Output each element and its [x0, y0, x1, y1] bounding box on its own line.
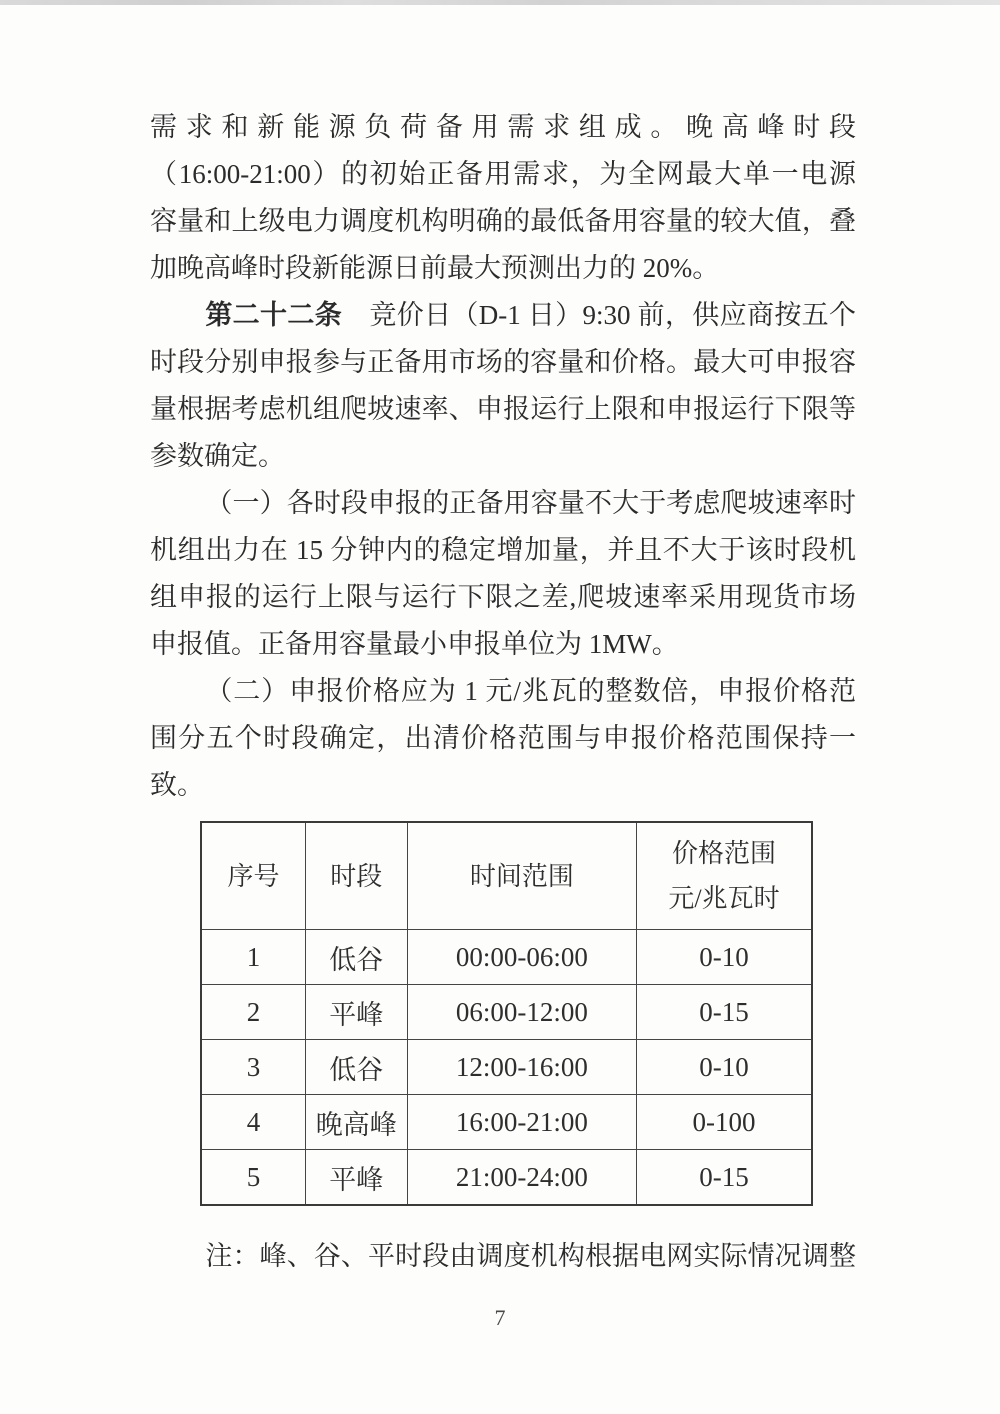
price-range-table [200, 821, 813, 1206]
table-row [201, 1040, 812, 1095]
body-text [150, 104, 856, 809]
table-row [201, 1150, 812, 1206]
table-cell: 06:00-12:00 [407, 985, 636, 1040]
table-header-label: 序号 [227, 861, 280, 891]
body-line: 容量和上级电力调度机构明确的最低备用容量的较大值，叠 [150, 206, 856, 236]
table-cell: 0-10 [637, 930, 812, 985]
table-row [201, 985, 812, 1040]
table-cell: 0-15 [637, 985, 812, 1040]
body-line: 组申报的运行上限与运行下限之差,爬坡速率采用现货市场 [150, 582, 856, 612]
page-content [150, 104, 856, 1280]
table-header-label: 时间范围 [469, 861, 574, 891]
table-cell: 00:00-06:00 [407, 930, 636, 985]
table-header-row [201, 822, 812, 930]
body-line: （二）申报价格应为 1 元/兆瓦的整数倍，申报价格范 [205, 676, 856, 706]
body-line: （一）各时段申报的正备用容量不大于考虑爬坡速率时 [205, 488, 856, 518]
body-line [150, 292, 856, 339]
table-cell: 晚高峰 [306, 1095, 408, 1150]
article-number: 第二十二条 [205, 300, 343, 330]
table-cell: 5 [201, 1150, 306, 1206]
table-cell: 16:00-21:00 [407, 1095, 636, 1150]
body-line: 时段分别申报参与正备用市场的容量和价格。最大可申报容 [150, 347, 856, 377]
table-header-cell [306, 822, 408, 930]
body-line: 致。 [150, 770, 204, 800]
table-header-label: 价格范围 [672, 839, 777, 868]
body-line: （16:00-21:00）的初始正备用需求，为全网最大单一电源 [150, 159, 856, 189]
table-cell: 0-15 [637, 1150, 812, 1206]
table-cell: 0-100 [637, 1095, 812, 1150]
table-cell: 2 [201, 985, 306, 1040]
body-line-text: 竞价日（D-1 日）9:30 前，供应商按五个 [342, 300, 857, 330]
body-line: 围分五个时段确定，出清价格范围与申报价格范围保持一 [150, 723, 856, 753]
table-header-label: 时段 [330, 861, 383, 891]
body-line: 加晚高峰时段新能源日前最大预测出力的 20%。 [150, 253, 720, 283]
table-header-cell [201, 822, 306, 930]
scan-edge-artifact [0, 0, 1000, 5]
body-line: 量根据考虑机组爬坡速率、申报运行上限和申报运行下限等 [150, 394, 856, 424]
table-header-cell [637, 822, 812, 930]
table-cell: 低谷 [306, 930, 408, 985]
table-cell: 4 [201, 1095, 306, 1150]
page-number: 7 [494, 1305, 506, 1330]
table-cell: 1 [201, 930, 306, 985]
table-cell: 3 [201, 1040, 306, 1095]
table-row [201, 1095, 812, 1150]
table-row [201, 930, 812, 985]
body-line: 申报值。正备用容量最小申报单位为 1MW。 [150, 629, 679, 659]
table-cell: 0-10 [637, 1040, 812, 1095]
table-head [201, 822, 812, 930]
body-line: 参数确定。 [150, 441, 285, 471]
table-cell: 低谷 [306, 1040, 408, 1095]
table-cell: 21:00-24:00 [407, 1150, 636, 1206]
table-header-cell [407, 822, 636, 930]
body-line: 需求和新能源负荷备用需求组成。晚高峰时段 [150, 112, 856, 142]
table-body [201, 930, 812, 1206]
body-line: 机组出力在 15 分钟内的稳定增加量，并且不大于该时段机 [150, 535, 856, 565]
table-cell: 平峰 [306, 1150, 408, 1206]
table-header-label: 元/兆瓦时 [668, 884, 780, 913]
table-note: 注：峰、谷、平时段由调度机构根据电网实际情况调整 [205, 1241, 856, 1271]
table-cell: 平峰 [306, 985, 408, 1040]
table-cell: 12:00-16:00 [407, 1040, 636, 1095]
